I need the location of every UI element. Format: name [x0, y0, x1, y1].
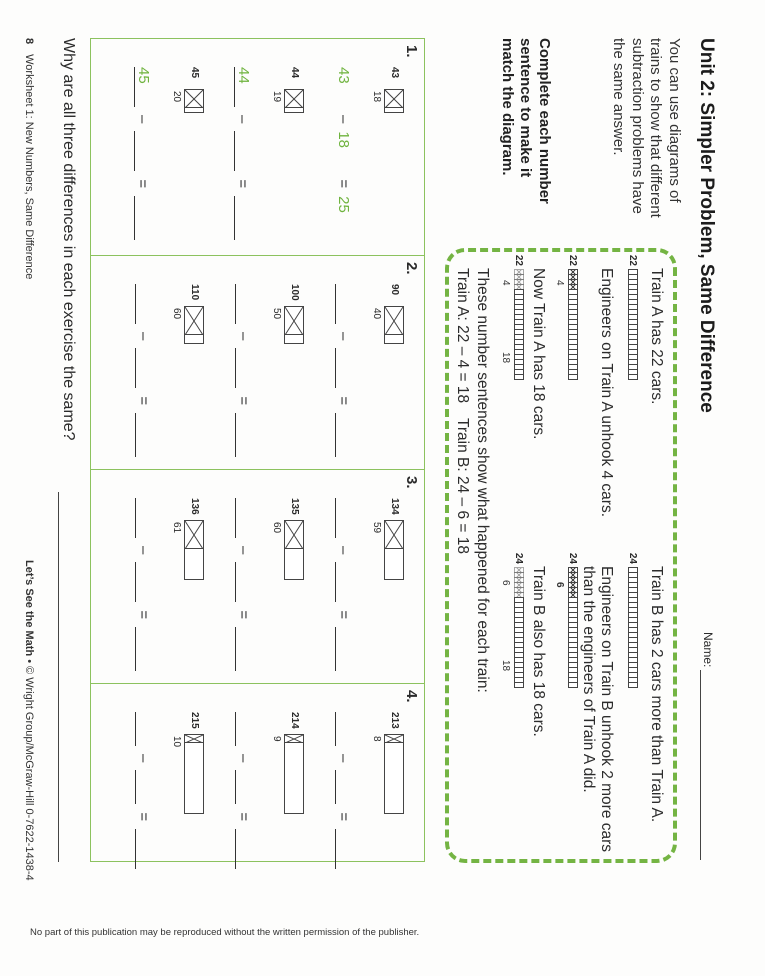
diagram-total-label: 134 — [389, 498, 400, 515]
answer-blank[interactable] — [235, 413, 252, 457]
train-diagram — [384, 734, 404, 814]
now-a-text: Now Train A has 18 cars. — [530, 268, 547, 440]
answer-blank[interactable] — [235, 770, 252, 804]
unhooked-cars-box — [385, 735, 403, 743]
number-sentence — [235, 712, 252, 869]
train-diagram — [284, 734, 304, 814]
unhooked-count-label: 60 — [271, 522, 282, 534]
exercise-number: 4. — [403, 690, 420, 703]
footer-series: Let’s See the Math — [23, 560, 35, 657]
answer-blank[interactable] — [335, 562, 352, 602]
diagram-total-label: 215 — [189, 712, 200, 729]
unhooked-count-label: 61 — [171, 522, 182, 534]
question-text: Why are all three differences in each exercise the same? — [60, 38, 77, 441]
answer-blank[interactable] — [335, 348, 352, 388]
train-car — [514, 682, 524, 688]
unhook-b-label: 6 — [554, 582, 565, 588]
unhooked-cars-box — [285, 307, 303, 335]
filled-answer: 43 — [335, 67, 352, 84]
equals-sign: = — [335, 610, 352, 620]
diagram-total-label: 110 — [189, 284, 200, 301]
train-total-label: 22 — [627, 254, 639, 266]
name-line[interactable] — [700, 670, 701, 860]
equals-sign: = — [235, 610, 252, 620]
train-b-unhook — [567, 550, 579, 687]
unhooked-cars-box — [285, 735, 303, 743]
exercise-1 — [91, 39, 424, 255]
number-sentence — [235, 498, 252, 671]
exercise-grid — [90, 38, 425, 862]
filled-answer: 18 — [335, 131, 352, 149]
exercise-2 — [91, 255, 424, 469]
number-sentence — [235, 284, 252, 457]
train-diagram — [284, 520, 304, 580]
exercise-3 — [91, 469, 424, 683]
answer-blank[interactable] — [135, 712, 152, 746]
train-diagram — [184, 306, 204, 344]
diagram-total-label: 100 — [289, 284, 300, 301]
answer-blank[interactable] — [134, 196, 151, 240]
answer-blank[interactable] — [135, 348, 152, 388]
exercise-number: 2. — [403, 262, 420, 275]
train-total-label: 22 — [513, 254, 525, 266]
unhooked-count-label: 59 — [371, 522, 382, 534]
train-diagram — [384, 520, 404, 580]
train-diagram — [384, 89, 404, 113]
filled-answer: 45 — [134, 67, 152, 107]
equals-sign: = — [135, 396, 152, 406]
answer-blank[interactable] — [235, 562, 252, 602]
answer-blank[interactable] — [135, 562, 152, 602]
answer-blank[interactable] — [235, 498, 252, 538]
minus-sign: – — [235, 754, 252, 763]
diagram-total-label: 45 — [189, 67, 200, 79]
remain-b-unhooked-label: 6 — [500, 580, 511, 586]
number-sentence — [335, 67, 352, 240]
question-answer-line[interactable] — [58, 492, 59, 862]
exercise-number: 1. — [403, 45, 420, 58]
train-diagram — [184, 520, 204, 580]
train-total-label: 24 — [627, 552, 639, 564]
answer-blank[interactable] — [135, 498, 152, 538]
answer-blank[interactable] — [335, 284, 352, 324]
train-car — [568, 374, 578, 380]
minus-sign: – — [234, 115, 251, 124]
answer-blank[interactable] — [235, 829, 252, 869]
train-car — [628, 682, 638, 688]
equals-sign: = — [234, 179, 251, 189]
page-title: Unit 2: Simpler Problem, Same Difference — [696, 38, 717, 413]
train-car — [568, 682, 578, 688]
answer-blank[interactable] — [335, 413, 352, 457]
unhooked-cars-box — [385, 521, 403, 549]
unhooked-count-label: 60 — [171, 308, 182, 320]
answer-blank[interactable] — [134, 131, 151, 171]
train-diagram — [384, 306, 404, 344]
train-diagram — [184, 734, 204, 814]
diagram-total-label: 135 — [289, 498, 300, 515]
filled-answer: 25 — [335, 196, 352, 213]
answer-blank[interactable] — [234, 131, 251, 171]
sentence-a: Train A: 22 – 4 = 18 — [454, 268, 471, 404]
minus-sign: – — [335, 332, 352, 341]
remain-a-label: 18 — [500, 352, 511, 364]
unhooked-cars-box — [285, 521, 303, 549]
unhooked-cars-box — [185, 735, 203, 743]
footer-copyright: • © Wright Group/McGraw-Hill 0-7622-1438-4 — [23, 656, 35, 881]
number-sentence — [234, 67, 252, 240]
minus-sign: – — [335, 546, 352, 555]
answer-blank[interactable] — [335, 770, 352, 804]
minus-sign: – — [335, 754, 352, 763]
footer-right — [23, 560, 35, 881]
train-diagram — [284, 306, 304, 344]
unhook-a-text: Engineers on Train A unhook 4 cars. — [598, 268, 615, 518]
train-total-label: 24 — [567, 552, 579, 564]
unhook-a-label: 4 — [554, 280, 565, 286]
diagram-total-label: 44 — [289, 67, 300, 79]
diagram-total-label: 43 — [389, 67, 400, 79]
diagram-total-label: 213 — [389, 712, 400, 729]
equals-sign: = — [235, 396, 252, 406]
unhooked-cars-box — [185, 90, 203, 108]
answer-blank[interactable] — [335, 712, 352, 746]
equals-sign: = — [135, 610, 152, 620]
exercise-number: 3. — [403, 476, 420, 489]
diagram-total-label: 90 — [389, 284, 400, 296]
answer-blank[interactable] — [335, 829, 352, 869]
train-car — [628, 374, 638, 380]
answer-blank[interactable] — [235, 348, 252, 388]
unhooked-car — [514, 592, 524, 598]
summary-text: These number sentences show what happened for each train: — [474, 268, 491, 693]
number-sentence — [335, 712, 352, 869]
unhooked-cars-box — [185, 307, 203, 335]
train-a-remain — [513, 252, 525, 379]
unhooked-count-label: 8 — [371, 736, 382, 742]
diagram-total-label: 214 — [289, 712, 300, 729]
minus-sign: – — [335, 115, 352, 124]
remain-b-label: 18 — [500, 660, 511, 672]
train-a-unhook — [567, 252, 579, 379]
number-sentence — [135, 498, 152, 671]
intro-text: You can use diagrams of trains to show that different subtraction problems have the same answer. — [610, 38, 683, 218]
unhooked-count-label: 50 — [271, 308, 282, 320]
train-total-label: 24 — [513, 552, 525, 564]
answer-blank[interactable] — [135, 770, 152, 804]
answer-blank[interactable] — [135, 284, 152, 324]
legal-notice: No part of this publication may be reproduced without the written permission of the publisher. — [30, 927, 420, 938]
minus-sign: – — [134, 115, 151, 124]
equals-sign: = — [335, 396, 352, 406]
number-sentence — [335, 284, 352, 457]
unhooked-count-label: 18 — [371, 91, 382, 103]
answer-blank[interactable] — [335, 627, 352, 671]
number-sentence — [335, 498, 352, 671]
answer-blank[interactable] — [235, 712, 252, 746]
sentence-b: Train B: 24 – 6 = 18 — [454, 418, 471, 554]
equals-sign: = — [134, 179, 151, 189]
equals-sign: = — [335, 812, 352, 822]
answer-blank[interactable] — [335, 498, 352, 538]
also-b-text: Train B also has 18 cars. — [530, 566, 547, 737]
page-number: 8 — [23, 38, 35, 45]
unhook-b-text: Engineers on Train B unhook 2 more cars than the engineers of Train A did. — [580, 566, 615, 853]
filled-answer: 44 — [234, 67, 252, 107]
answer-blank[interactable] — [235, 627, 252, 671]
answer-blank[interactable] — [135, 627, 152, 671]
answer-blank[interactable] — [235, 284, 252, 324]
equals-sign: = — [235, 812, 252, 822]
unhooked-cars-box — [185, 521, 203, 549]
train-a-full — [627, 252, 639, 379]
minus-sign: – — [135, 332, 152, 341]
unhooked-cars-box — [385, 90, 403, 108]
train-b-text: Train B has 2 cars more than Train A. — [648, 566, 665, 823]
train-b-remain — [513, 550, 525, 687]
footer-left — [23, 38, 35, 279]
train-car — [514, 374, 524, 380]
minus-sign: – — [135, 546, 152, 555]
answer-blank[interactable] — [135, 829, 152, 869]
minus-sign: – — [235, 332, 252, 341]
worksheet-name: Worksheet 1: New Numbers, Same Difference — [23, 54, 35, 280]
train-a-text: Train A has 22 cars. — [648, 268, 665, 405]
minus-sign: – — [235, 546, 252, 555]
minus-sign: – — [135, 754, 152, 763]
train-diagram — [284, 89, 304, 113]
unhooked-count-label: 9 — [271, 736, 282, 742]
remain-a-unhooked-label: 4 — [500, 280, 511, 286]
unhooked-count-label: 40 — [371, 308, 382, 320]
unhooked-cars-box — [285, 90, 303, 108]
diagram-total-label: 136 — [189, 498, 200, 515]
number-sentence — [135, 284, 152, 457]
unhooked-cars-box — [385, 307, 403, 335]
answer-blank[interactable] — [135, 413, 152, 457]
equals-sign: = — [335, 179, 352, 189]
instruction-text: Complete each number sentence to make it match the diagram. — [499, 38, 553, 204]
number-sentence — [134, 67, 152, 240]
exercise-4 — [91, 683, 424, 861]
unhooked-count-label: 19 — [271, 91, 282, 103]
unhooked-count-label: 10 — [171, 736, 182, 748]
unhooked-count-label: 20 — [171, 91, 182, 103]
train-diagram — [184, 89, 204, 113]
answer-blank[interactable] — [234, 196, 251, 240]
train-total-label: 22 — [567, 254, 579, 266]
unhooked-car — [514, 284, 524, 290]
equals-sign: = — [135, 812, 152, 822]
train-b-full — [627, 550, 639, 687]
name-label: Name: — [701, 632, 715, 668]
number-sentence — [135, 712, 152, 869]
